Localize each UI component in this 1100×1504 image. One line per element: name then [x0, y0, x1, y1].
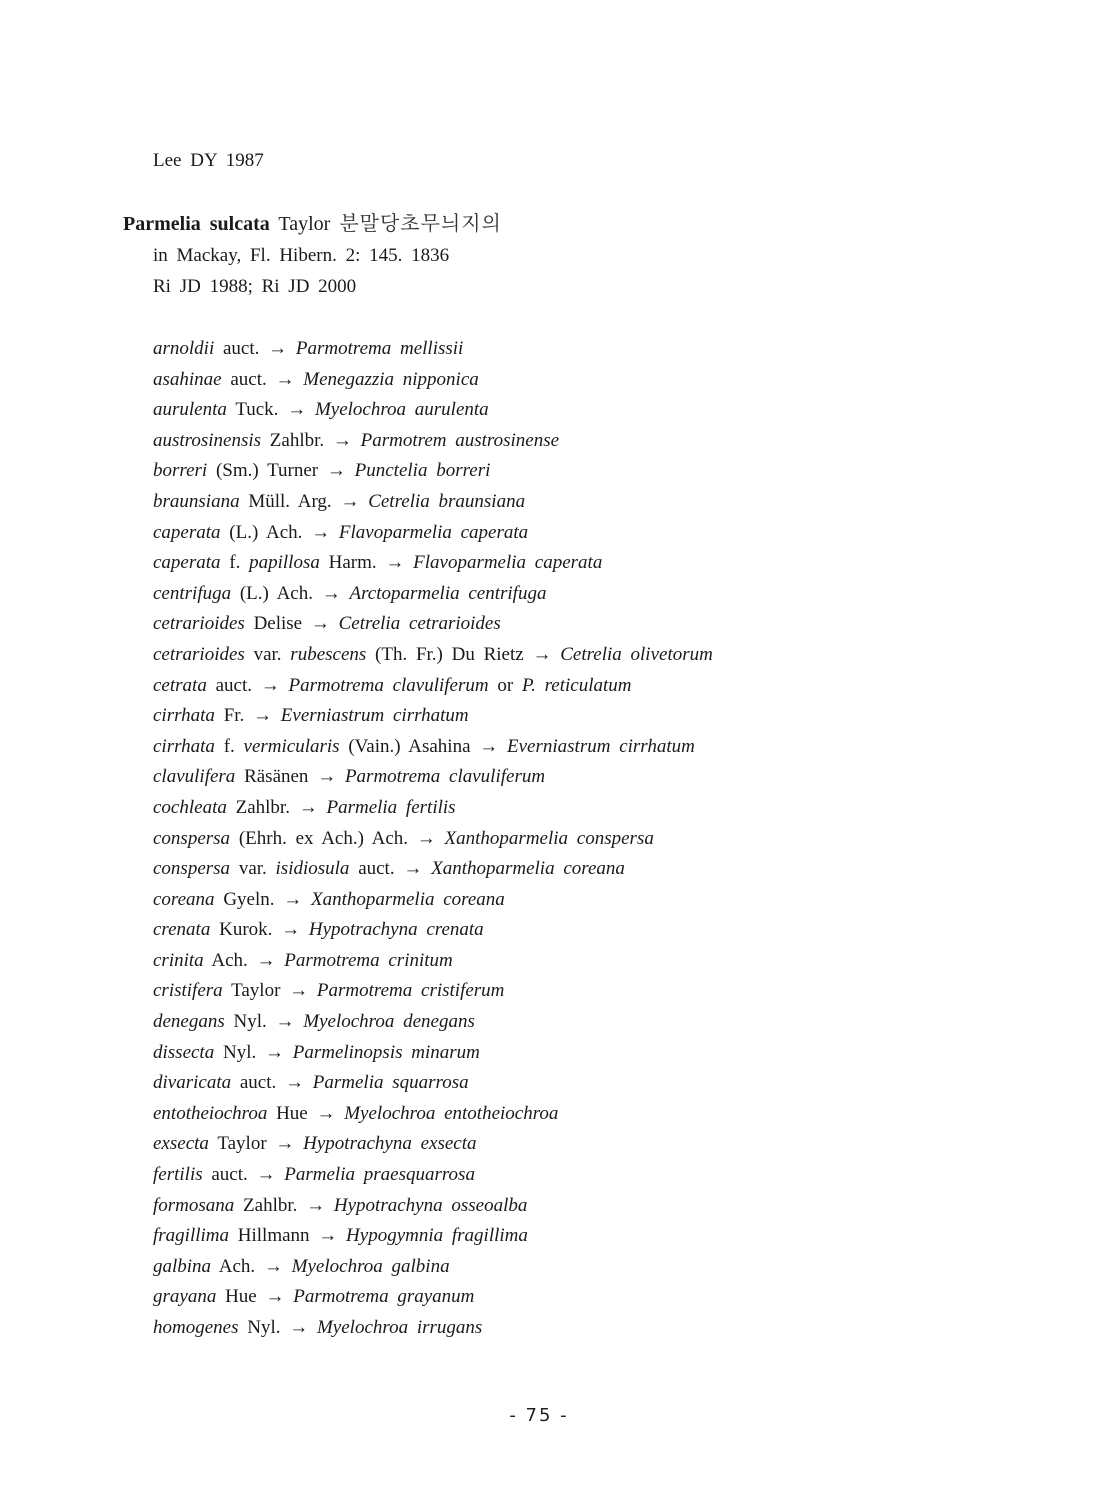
synonym-entry — [153, 551, 713, 582]
synonym-author: Ach. — [211, 949, 248, 971]
synonym-accepted-name: Flavoparmelia caperata — [413, 552, 603, 574]
synonym-epithet: cirrhata — [153, 735, 215, 757]
synonym-epithet: coreana — [153, 888, 215, 910]
synonym-epithet: cirrhata — [153, 705, 215, 727]
synonym-author: auct. — [358, 858, 395, 880]
arrow-icon: → — [479, 735, 499, 757]
synonym-entry — [153, 1041, 713, 1072]
synonym-entry — [153, 674, 713, 705]
synonym-entry — [153, 857, 713, 888]
synonym-author: Ach. — [218, 1255, 256, 1277]
synonym-epithet: cetrarioides — [153, 643, 245, 665]
synonym-author: Taylor — [231, 980, 281, 1002]
arrow-icon: → — [298, 796, 318, 818]
synonym-infraspecific-epithet: papillosa — [249, 552, 320, 574]
synonym-entry — [153, 1316, 713, 1347]
synonym-author: Hue — [276, 1102, 308, 1124]
arrow-icon: → — [281, 919, 301, 941]
synonym-author: Tuck. — [235, 399, 279, 421]
synonym-entry — [153, 1071, 713, 1102]
synonym-accepted-name: Hypotrachyna osseoalba — [333, 1194, 528, 1216]
synonym-entry — [153, 949, 713, 980]
arrow-icon: → — [265, 1286, 285, 1308]
synonym-author: auct. — [239, 1072, 277, 1094]
synonym-entry — [153, 337, 713, 368]
synonym-epithet: fertilis — [153, 1164, 203, 1186]
synonym-accepted-name: Punctelia borreri — [354, 460, 491, 482]
synonym-entry — [153, 643, 713, 674]
synonym-epithet: grayana — [153, 1286, 217, 1308]
synonym-entry — [153, 429, 713, 460]
synonym-accepted-name: Cetrelia olivetorum — [560, 643, 713, 665]
synonym-accepted-name: Parmelinopsis minarum — [292, 1041, 480, 1063]
synonym-epithet: asahinae — [153, 368, 222, 390]
synonym-accepted-name: Menegazzia nipponica — [303, 368, 479, 390]
arrow-icon: → — [416, 827, 436, 849]
synonym-accepted-name: Parmotrema crinitum — [284, 949, 453, 971]
synonym-entry — [153, 704, 713, 735]
synonym-entry — [153, 368, 713, 399]
synonym-entry — [153, 1255, 713, 1286]
synonym-entry — [153, 918, 713, 949]
synonym-conjunction: or — [497, 674, 514, 696]
synonym-epithet: divaricata — [153, 1072, 232, 1094]
arrow-icon: → — [275, 368, 295, 390]
synonym-author: Gyeln. — [223, 888, 275, 910]
synonym-epithet: galbina — [153, 1255, 212, 1277]
synonym-accepted-name: Cetrelia cetrarioides — [338, 613, 501, 635]
synonym-author: (Vain.) Asahina — [348, 735, 471, 757]
synonym-list — [153, 337, 713, 1347]
synonym-accepted-name: Hypogymnia fragillima — [346, 1225, 528, 1247]
species-publication: in Mackay, Fl. Hibern. 2: 145. 1836 — [153, 245, 450, 266]
synonym-author: Fr. — [223, 705, 245, 727]
synonym-epithet: austrosinensis — [153, 429, 262, 451]
arrow-icon: → — [403, 858, 423, 880]
arrow-icon: → — [340, 490, 360, 512]
synonym-epithet: homogenes — [153, 1317, 239, 1338]
synonym-author: Taylor — [217, 1133, 267, 1155]
synonym-entry — [153, 827, 713, 858]
synonym-entry — [153, 979, 713, 1010]
arrow-icon: → — [285, 1072, 305, 1094]
synonym-epithet: centrifuga — [153, 582, 232, 604]
synonym-epithet: arnoldii — [153, 338, 215, 359]
synonym-entry — [153, 1285, 713, 1316]
arrow-icon: → — [263, 1255, 283, 1277]
arrow-icon: → — [332, 429, 352, 451]
synonym-accepted-name: Flavoparmelia caperata — [338, 521, 529, 543]
synonym-author: Harm. — [328, 552, 377, 574]
synonym-author: Zahlbr. — [269, 429, 325, 451]
synonym-author: (L.) Ach. — [239, 582, 313, 604]
species-heading — [123, 211, 502, 236]
synonym-author: Räsänen — [244, 766, 309, 788]
synonym-epithet: cochleata — [153, 796, 227, 818]
synonym-entry — [153, 1224, 713, 1255]
synonym-entry — [153, 521, 713, 552]
synonym-entry — [153, 1132, 713, 1163]
synonym-epithet: cristifera — [153, 980, 223, 1002]
synonym-accepted-name: Cetrelia braunsiana — [368, 490, 526, 512]
synonym-epithet: dissecta — [153, 1041, 215, 1063]
synonym-accepted-name: Everniastrum cirrhatum — [507, 735, 695, 757]
synonym-infraspecific-epithet: isidiosula — [275, 858, 350, 880]
synonym-entry — [153, 582, 713, 613]
synonym-author: (L.) Ach. — [229, 521, 303, 543]
synonym-accepted-name: Arctoparmelia centrifuga — [349, 582, 547, 604]
synonym-author: Delise — [253, 613, 303, 635]
synonym-epithet: borreri — [153, 460, 208, 482]
synonym-accepted-name: Xanthoparmelia coreana — [431, 858, 625, 880]
synonym-rank: f. — [229, 552, 241, 574]
arrow-icon: → — [253, 705, 273, 727]
species-references: Ri JD 1988; Ri JD 2000 — [153, 276, 357, 297]
synonym-accepted-name: Myelochroa entotheiochroa — [344, 1102, 559, 1124]
synonym-accepted-name: Parmelia squarrosa — [312, 1072, 469, 1094]
arrow-icon: → — [275, 1133, 295, 1155]
synonym-epithet: caperata — [153, 552, 221, 574]
arrow-icon: → — [264, 1041, 284, 1063]
synonym-accepted-name: Xanthoparmelia conspersa — [444, 827, 654, 849]
species-name: Parmelia sulcata — [123, 213, 270, 235]
synonym-accepted-name: Parmotrema cristiferum — [316, 980, 505, 1002]
synonym-author: auct. — [222, 338, 260, 359]
synonym-epithet: conspersa — [153, 827, 231, 849]
synonym-accepted-name: Xanthoparmelia coreana — [311, 888, 505, 910]
synonym-accepted-name: Hypotrachyna exsecta — [303, 1133, 477, 1155]
arrow-icon: → — [275, 1011, 295, 1033]
arrow-icon: → — [260, 674, 280, 696]
synonym-author: Nyl. — [247, 1317, 281, 1338]
synonym-accepted-name: Parmotrem austrosinense — [360, 429, 560, 451]
arrow-icon: → — [318, 1225, 338, 1247]
synonym-epithet: cetrarioides — [153, 613, 245, 635]
arrow-icon: → — [306, 1194, 326, 1216]
arrow-icon: → — [256, 1164, 276, 1186]
synonym-rank: var. — [238, 858, 267, 880]
synonym-accepted-name: Myelochroa galbina — [291, 1255, 450, 1277]
synonym-entry — [153, 490, 713, 521]
arrow-icon: → — [317, 766, 337, 788]
synonym-accepted-name: Parmelia praesquarrosa — [284, 1164, 475, 1186]
arrow-icon: → — [311, 521, 331, 543]
synonym-accepted-name: Myelochroa aurulenta — [314, 399, 489, 421]
synonym-author: Hillmann — [237, 1225, 310, 1247]
arrow-icon: → — [385, 552, 405, 574]
synonym-entry — [153, 459, 713, 490]
synonym-author: Nyl. — [222, 1041, 257, 1063]
synonym-epithet: braunsiana — [153, 490, 240, 512]
synonym-author: Hue — [225, 1286, 257, 1308]
synonym-accepted-name: Myelochroa irrugans — [316, 1317, 483, 1338]
synonym-author: (Sm.) Turner — [215, 460, 319, 482]
synonym-rank: f. — [223, 735, 235, 757]
synonym-author: Müll. Arg. — [248, 490, 332, 512]
synonym-epithet: entotheiochroa — [153, 1102, 268, 1124]
species-korean-name: 분말당초무늬지의 — [339, 211, 502, 235]
synonym-epithet: caperata — [153, 521, 221, 543]
synonym-epithet: fragillima — [153, 1225, 230, 1247]
synonym-rank: var. — [253, 643, 282, 665]
synonym-author: Zahlbr. — [235, 796, 290, 818]
synonym-infraspecific-epithet: vermicularis — [243, 735, 340, 757]
synonym-epithet: crenata — [153, 919, 211, 941]
synonym-infraspecific-epithet: rubescens — [290, 643, 367, 665]
synonym-alternate-name: P. reticulatum — [521, 674, 632, 696]
species-author: Taylor — [278, 213, 331, 235]
synonym-epithet: crinita — [153, 949, 204, 971]
synonym-author: auct. — [211, 1164, 248, 1186]
synonym-entry — [153, 1010, 713, 1041]
synonym-entry — [153, 1194, 713, 1225]
arrow-icon: → — [289, 1317, 309, 1338]
synonym-author: Kurok. — [219, 919, 273, 941]
synonym-author: auct. — [230, 368, 267, 390]
page-number: - 75 - — [509, 1405, 569, 1426]
arrow-icon: → — [326, 460, 346, 482]
synonym-accepted-name: Myelochroa denegans — [303, 1011, 475, 1033]
synonym-entry — [153, 1163, 713, 1194]
arrow-icon: → — [283, 888, 303, 910]
synonym-accepted-name: Parmotrema grayanum — [293, 1286, 475, 1308]
synonym-epithet: denegans — [153, 1011, 225, 1033]
synonym-author: auct. — [215, 674, 252, 696]
arrow-icon: → — [316, 1102, 336, 1124]
arrow-icon: → — [268, 338, 288, 359]
arrow-icon: → — [256, 949, 276, 971]
synonym-epithet: exsecta — [153, 1133, 209, 1155]
arrow-icon: → — [310, 613, 330, 635]
synonym-entry — [153, 765, 713, 796]
synonym-entry — [153, 888, 713, 919]
synonym-author: (Ehrh. ex Ach.) Ach. — [238, 827, 409, 849]
arrow-icon: → — [321, 582, 341, 604]
synonym-epithet: aurulenta — [153, 399, 227, 421]
synonym-accepted-name: Hypotrachyna crenata — [308, 919, 484, 941]
synonym-epithet: formosana — [153, 1194, 235, 1216]
synonym-epithet: clavulifera — [153, 766, 236, 788]
synonym-epithet: conspersa — [153, 858, 231, 880]
synonym-author: Nyl. — [233, 1011, 267, 1033]
synonym-epithet: cetrata — [153, 674, 207, 696]
synonym-author: Zahlbr. — [243, 1194, 298, 1216]
arrow-icon: → — [287, 399, 307, 421]
synonym-accepted-name: Parmotrema clavuliferum — [344, 766, 546, 788]
synonym-entry — [153, 1102, 713, 1133]
arrow-icon: → — [532, 643, 552, 665]
synonym-entry — [153, 796, 713, 827]
synonym-accepted-name: Parmelia fertilis — [326, 796, 456, 818]
synonym-entry — [153, 398, 713, 429]
synonym-entry — [153, 735, 713, 766]
synonym-author: (Th. Fr.) Du Rietz — [375, 643, 524, 665]
synonym-accepted-name: Parmotrema mellissii — [295, 338, 464, 359]
synonym-accepted-name: Parmotrema clavuliferum — [288, 674, 489, 696]
arrow-icon: → — [289, 980, 309, 1002]
previous-entry-reference: Lee DY 1987 — [153, 150, 264, 171]
synonym-accepted-name: Everniastrum cirrhatum — [280, 705, 469, 727]
synonym-entry — [153, 612, 713, 643]
